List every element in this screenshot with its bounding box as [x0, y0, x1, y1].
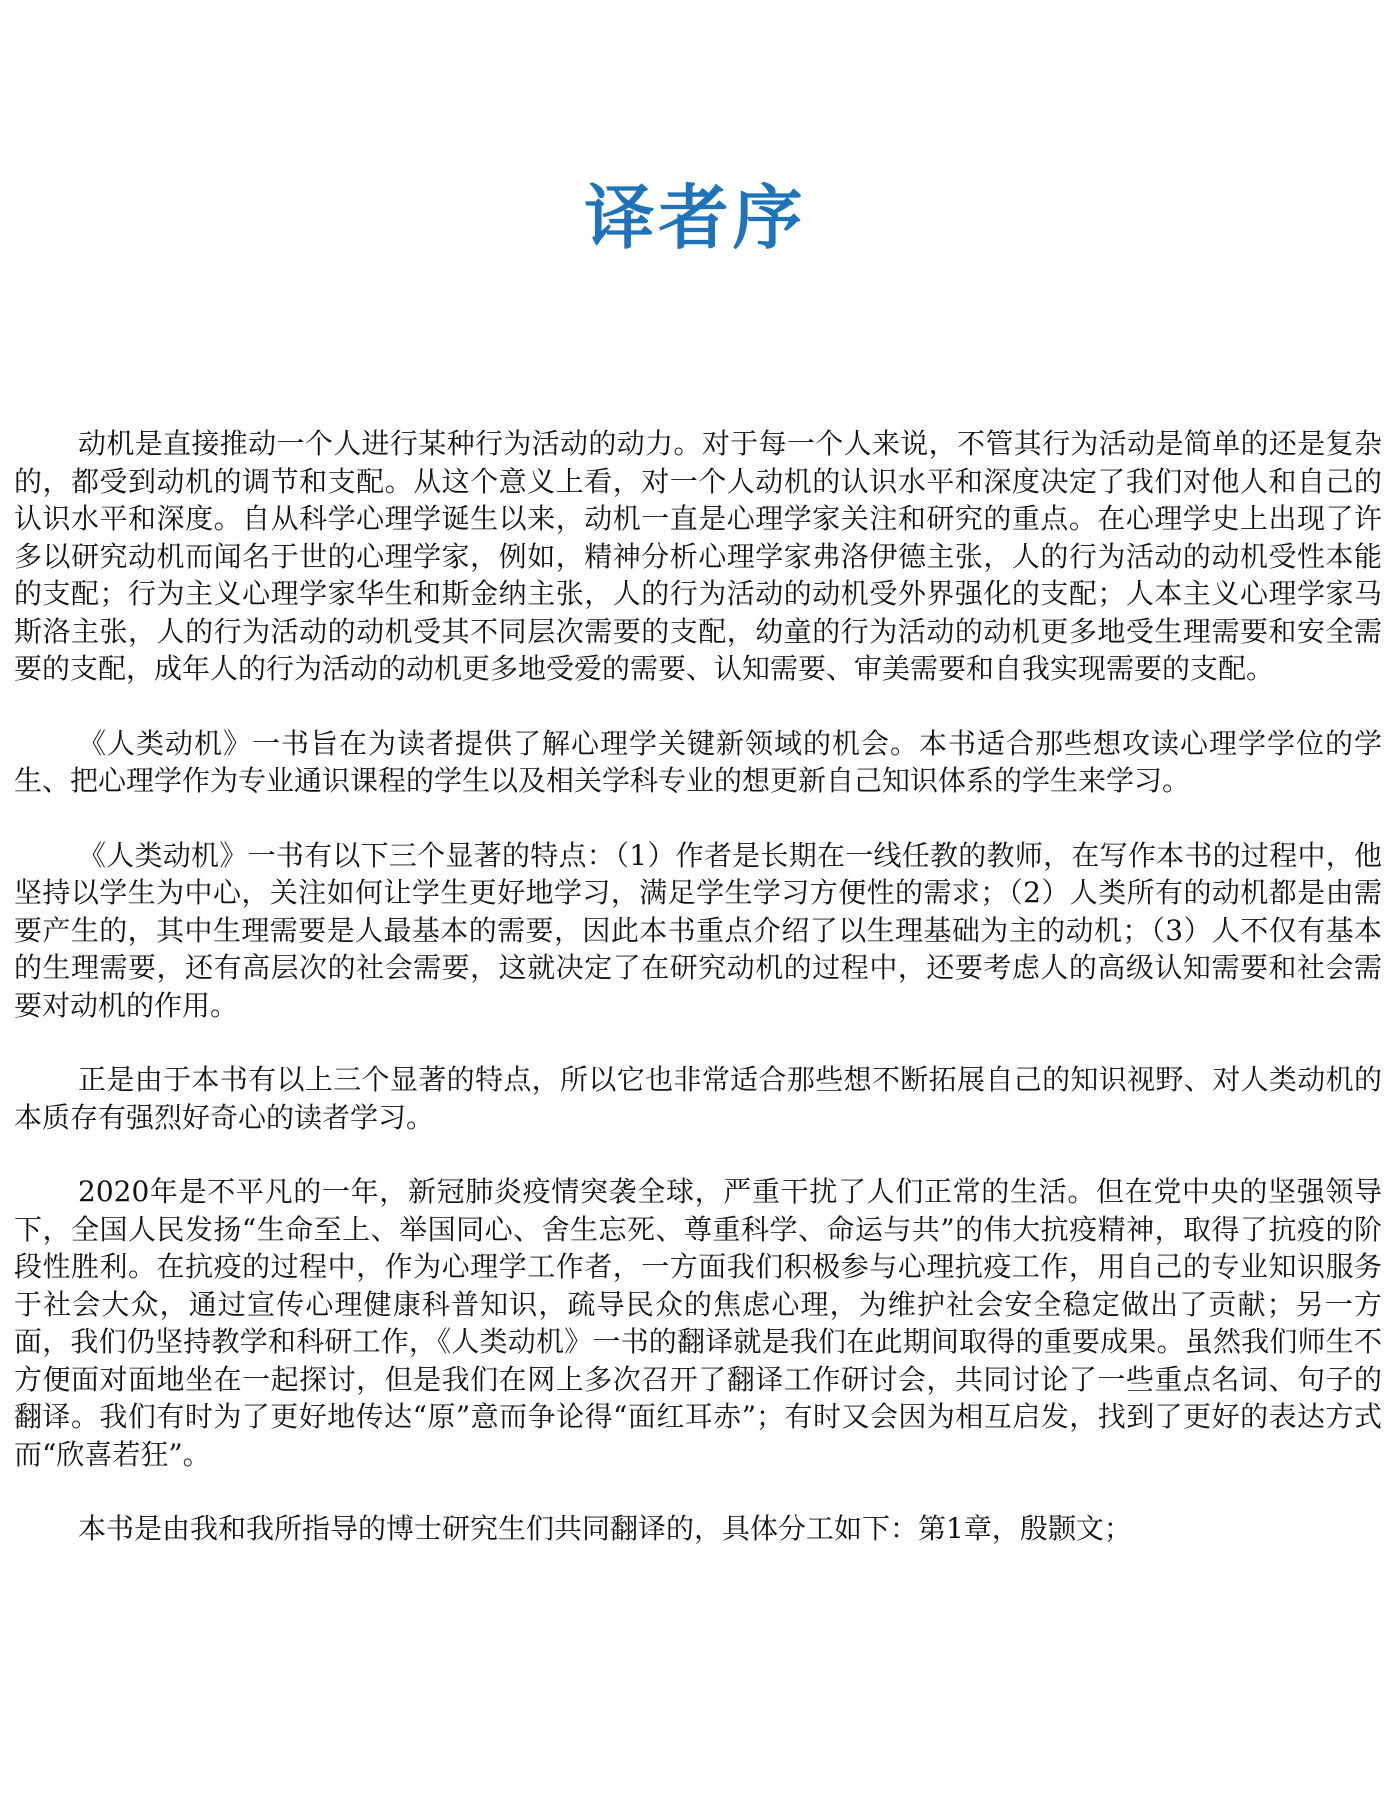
paragraph-5: 2020年是不平凡的一年，新冠肺炎疫情突袭全球，严重干扰了人们正常的生活。但在党中央的坚强领导下，全国人民发扬“生命至上、举国同心、舍生忘死、尊重科学、命运与共”的伟大抗疫精神，取得了抗疫的阶段性胜利。在抗疫的过程中，作为心理学工作者，一方面我们积极参与心理抗疫工作，用自己的专业知识服务于社会大众，通过宣传心理健康科普知识，疏导民众的焦虑心理，为维护社会安全稳定做出了贡献；另一方面，我们仍坚持教学和科研工作，《人类动机》一书的翻译就是我们在此期间取得的重要成果。虽然我们师生不方便面对面地坐在一起探讨，但是我们在网上多次召开了翻译工作研讨会，共同讨论了一些重点名词、句子的翻译。我们有时为了更好地传达“原”意而争论得“面红耳赤”；有时又会因为相互启发，找到了更好的表达方式而“欣喜若狂”。 [14, 1175, 1382, 1471]
body-text [14, 425, 1382, 1585]
paragraph-1: 动机是直接推动一个人进行某种行为活动的动力。对于每一个人来说，不管其行为活动是简单的还是复杂的，都受到动机的调节和支配。从这个意义上看，对一个人动机的认识水平和深度决定了我们对他人和自己的认识水平和深度。自从科学心理学诞生以来，动机一直是心理学家关注和研究的重点。在心理学史上出现了许多以研究动机而闻名于世的心理学家，例如，精神分析心理学家弗洛伊德主张，人的行为活动的动机受性本能的支配；行为主义心理学家华生和斯金纳主张，人的行为活动的动机受外界强化的支配；人本主义心理学家马斯洛主张，人的行为活动的动机受其不同层次需要的支配，幼童的行为活动的动机更多地受生理需要和安全需要的支配，成年人的行为活动的动机更多地受爱的需要、认知需要、审美需要和自我实现需要的支配。 [14, 427, 1382, 685]
page-title: 译者序 [584, 177, 807, 259]
paragraph-4: 正是由于本书有以上三个显著的特点，所以它也非常适合那些想不断拓展自己的知识视野、对人类动机的本质存有强烈好奇心的读者学习。 [14, 1063, 1382, 1134]
paragraph-3: 《人类动机》一书有以下三个显著的特点：（1）作者是长期在一线任教的教师，在写作本书的过程中，他坚持以学生为中心，关注如何让学生更好地学习，满足学生学习方便性的需求；（2）人类所有的动机都是由需要产生的，其中生理需要是人最基本的需要，因此本书重点介绍了以生理基础为主的动机；（3）人不仅有基本的生理需要，还有高层次的社会需要，这就决定了在研究动机的过程中，还要考虑人的高级认知需要和社会需要对动机的作用。 [14, 838, 1382, 1022]
paragraph-6: 本书是由我和我所指导的博士研究生们共同翻译的，具体分工如下：第1章，殷颢文； [78, 1512, 1132, 1545]
paragraph-2: 《人类动机》一书旨在为读者提供了解心理学关键新领域的机会。本书适合那些想攻读心理学学位的学生、把心理学作为专业通识课程的学生以及相关学科专业的想更新自己知识体系的学生来学习。 [14, 726, 1382, 797]
